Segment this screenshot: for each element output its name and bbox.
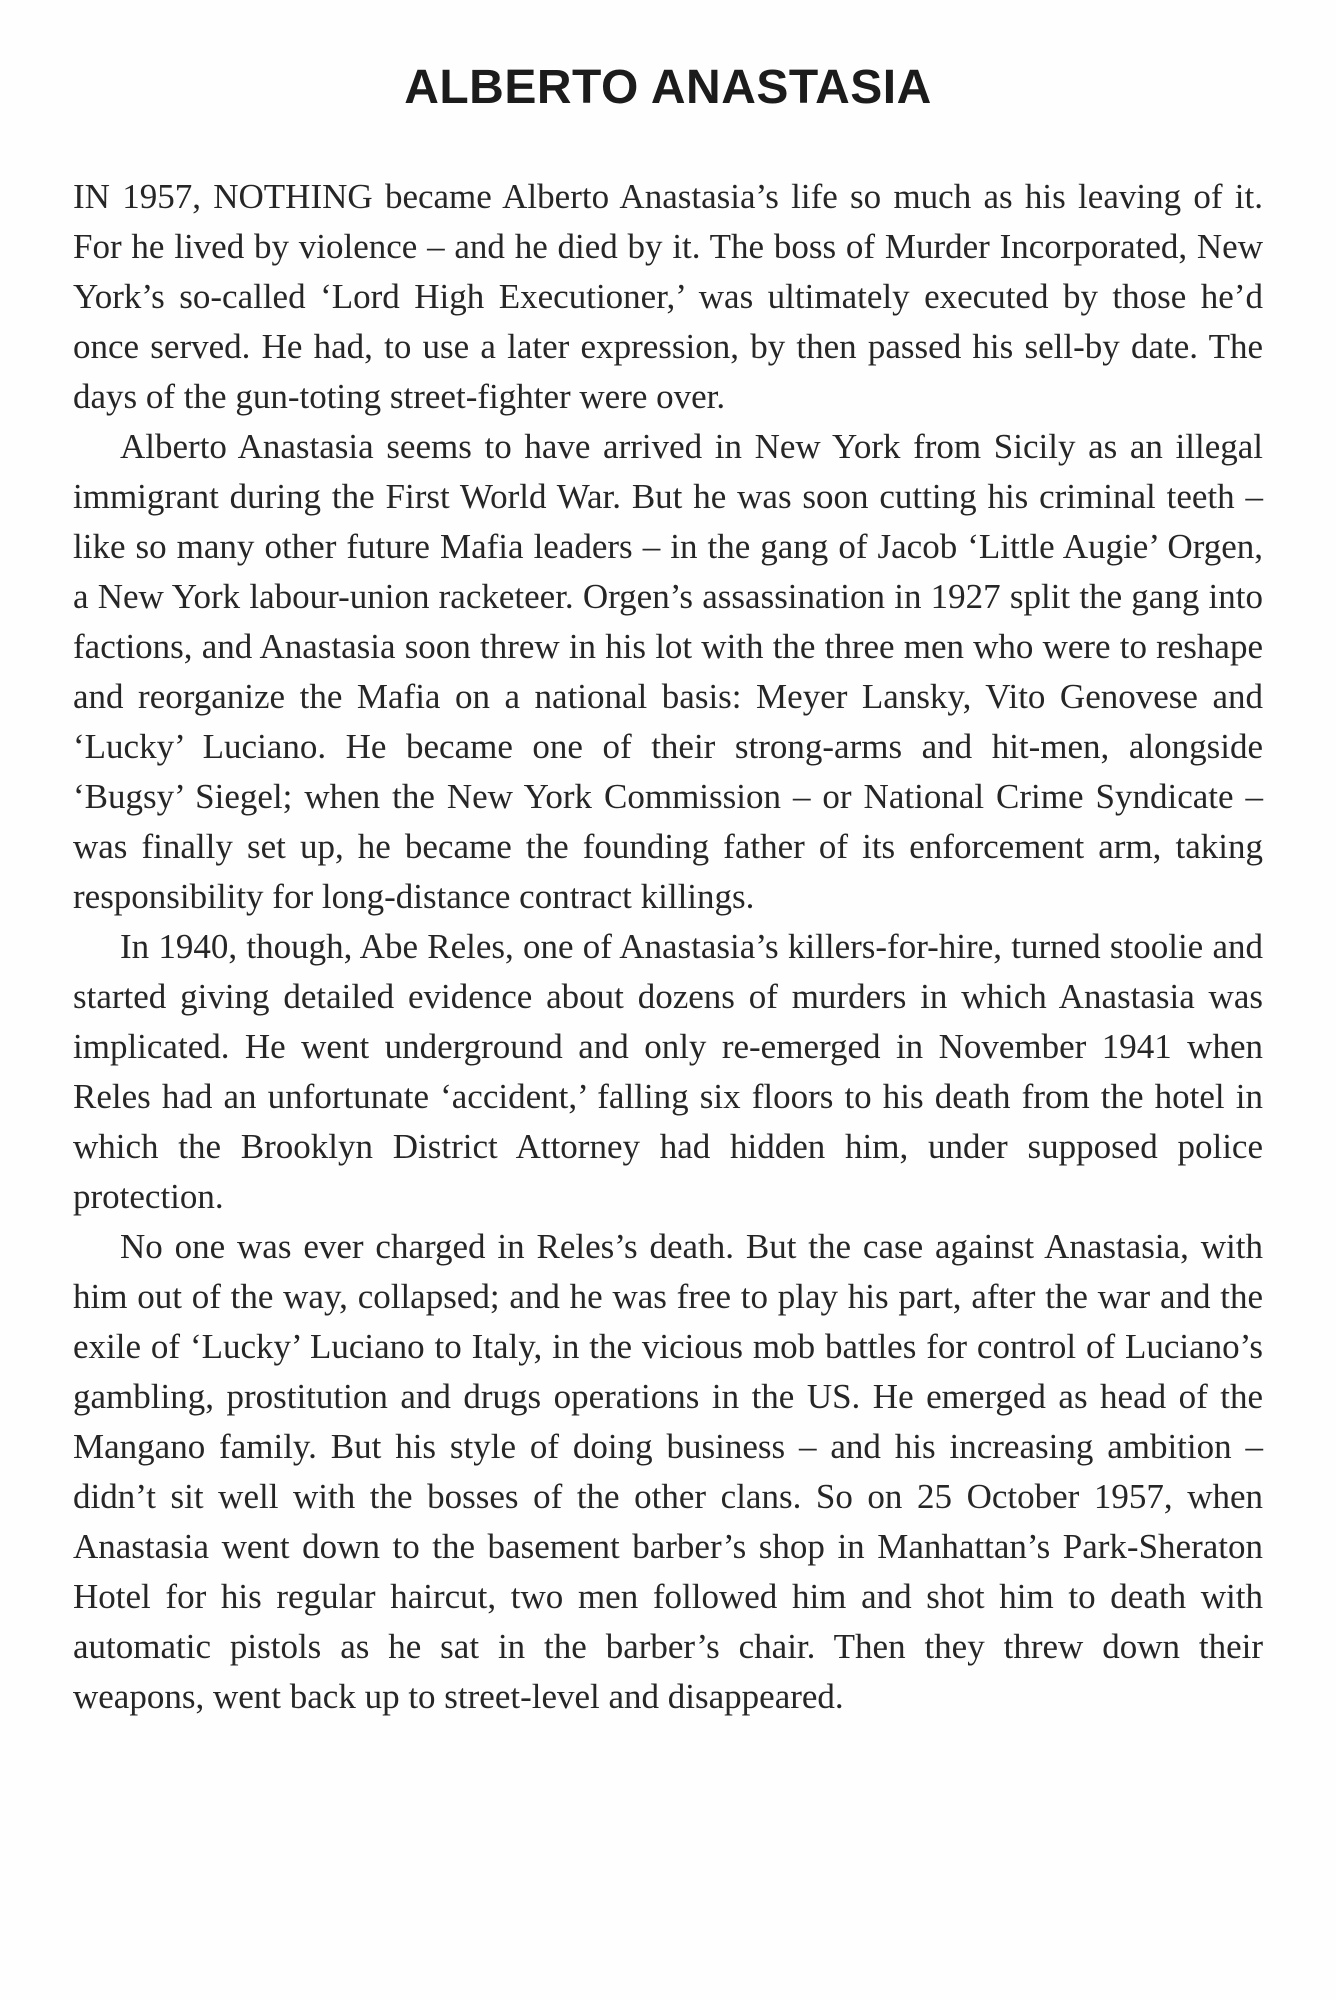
paragraph-3: In 1940, though, Abe Reles, one of Anastasia’s killers-for-hire, turned stoolie and started giving detailed evidence about dozens of murders in which Anastasia was implicated. He went underground and only re-emerged in November 1941 when Reles had an unfortunate ‘accident,’ falling six floors to his death from the hotel in which the Brooklyn District Attorney had hidden him, under supposed police protection. — [73, 927, 1263, 1216]
paragraph-2: Alberto Anastasia seems to have arrived in New York from Sicily as an illegal immigrant during the First World War. But he was soon cutting his criminal teeth – like so many other future Mafia leaders – in the gang of Jacob ‘Little Augie’ Orgen, a New York labour-union racketeer. Orgen’s assassination in 1927 split the gang into factions, and Anastasia soon threw in his lot with the three men who were to reshape and reorganize the Mafia on a national basis: Meyer Lansky, Vito Genovese and ‘Lucky’ Luciano. He became one of their strong-arms and hit-men, alongside ‘Bugsy’ Siegel; when the New York Commission – or National Crime Syndicate – was finally set up, he became the founding father of its enforcement arm, taking responsibility for long-distance contract killings. — [73, 427, 1263, 916]
paragraph-4: No one was ever charged in Reles’s death. But the case against Anastasia, with him out of the way, collapsed; and he was free to play his part, after the war and the exile of ‘Lucky’ Luciano to Italy, in the vicious mob battles for control of Luciano’s gambling, prostitution and drugs operations in the US. He emerged as head of the Mangano family. But his style of doing business – and his increasing ambition – didn’t sit well with the bosses of the other clans. So on 25 October 1957, when Anastasia went down to the basement barber’s shop in Manhattan’s Park-Sheraton Hotel for his regular haircut, two men followed him and shot him to death with automatic pistols as he sat in the barber’s chair. Then they threw down their weapons, went back up to street-level and disappeared. — [73, 1227, 1263, 1716]
paragraph-1: IN 1957, NOTHING became Alberto Anastasia’s life so much as his leaving of it. For he lived by violence – and he died by it. The boss of Murder Incorporated, New York’s so-called ‘Lord High Executioner,’ was ultimately executed by those he’d once served. He had, to use a later expression, by then passed his sell-by date. The days of the gun-toting street-fighter were over. — [73, 177, 1263, 416]
body-text — [73, 172, 1263, 1722]
chapter-title: ALBERTO ANASTASIA — [404, 61, 932, 114]
